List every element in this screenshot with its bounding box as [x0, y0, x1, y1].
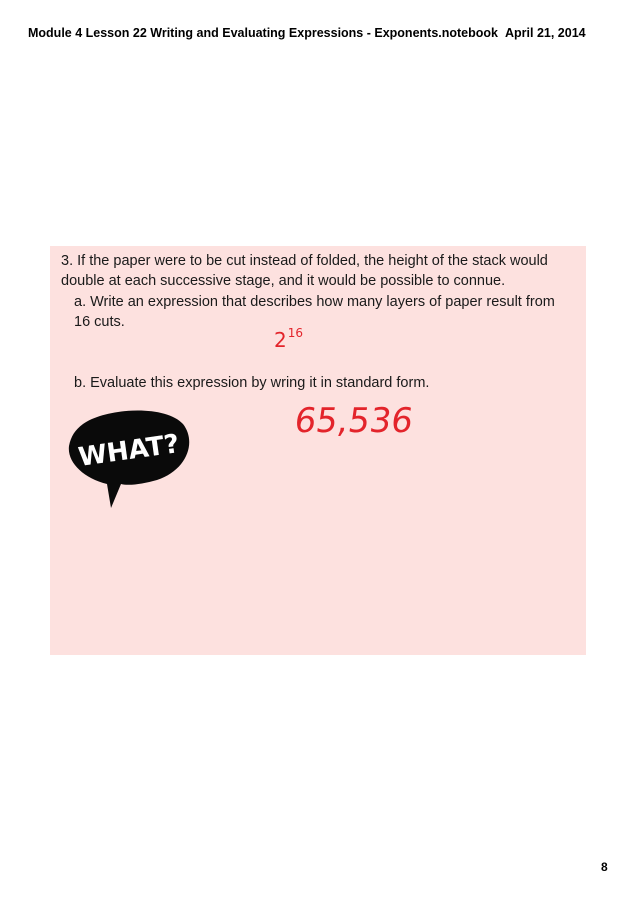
part-a-line-1: a. Write an expression that describes how many layers of paper result from: [74, 294, 555, 310]
part-b-line: b. Evaluate this expression by wring it in standard form.: [74, 375, 430, 391]
speech-bubble-icon: [65, 404, 195, 509]
answer-a-exponent: 16: [287, 326, 304, 340]
page-header: [0, 26, 638, 44]
answer-b-handwriting-svg: [290, 398, 415, 440]
part-a-line-2: 16 cuts.: [74, 314, 125, 330]
notebook-date: April 21, 2014: [505, 26, 586, 40]
answer-a-base: 2: [274, 328, 287, 352]
answer-b-handwritten: [290, 398, 415, 444]
problem-line-1: 3. If the paper were to be cut instead of folded, the height of the stack would: [61, 253, 548, 269]
sticker-text: WHAT?: [76, 429, 182, 473]
answer-a-handwritten: [274, 326, 303, 352]
problem-line-2: double at each successive stage, and it would be possible to connue.: [61, 273, 506, 289]
answer-b-value: 65,536: [291, 401, 415, 440]
page-number: 8: [601, 860, 608, 874]
problem-card: [50, 246, 586, 655]
notebook-title: Module 4 Lesson 22 Writing and Evaluating Expressions - Exponents.notebook: [28, 26, 498, 40]
